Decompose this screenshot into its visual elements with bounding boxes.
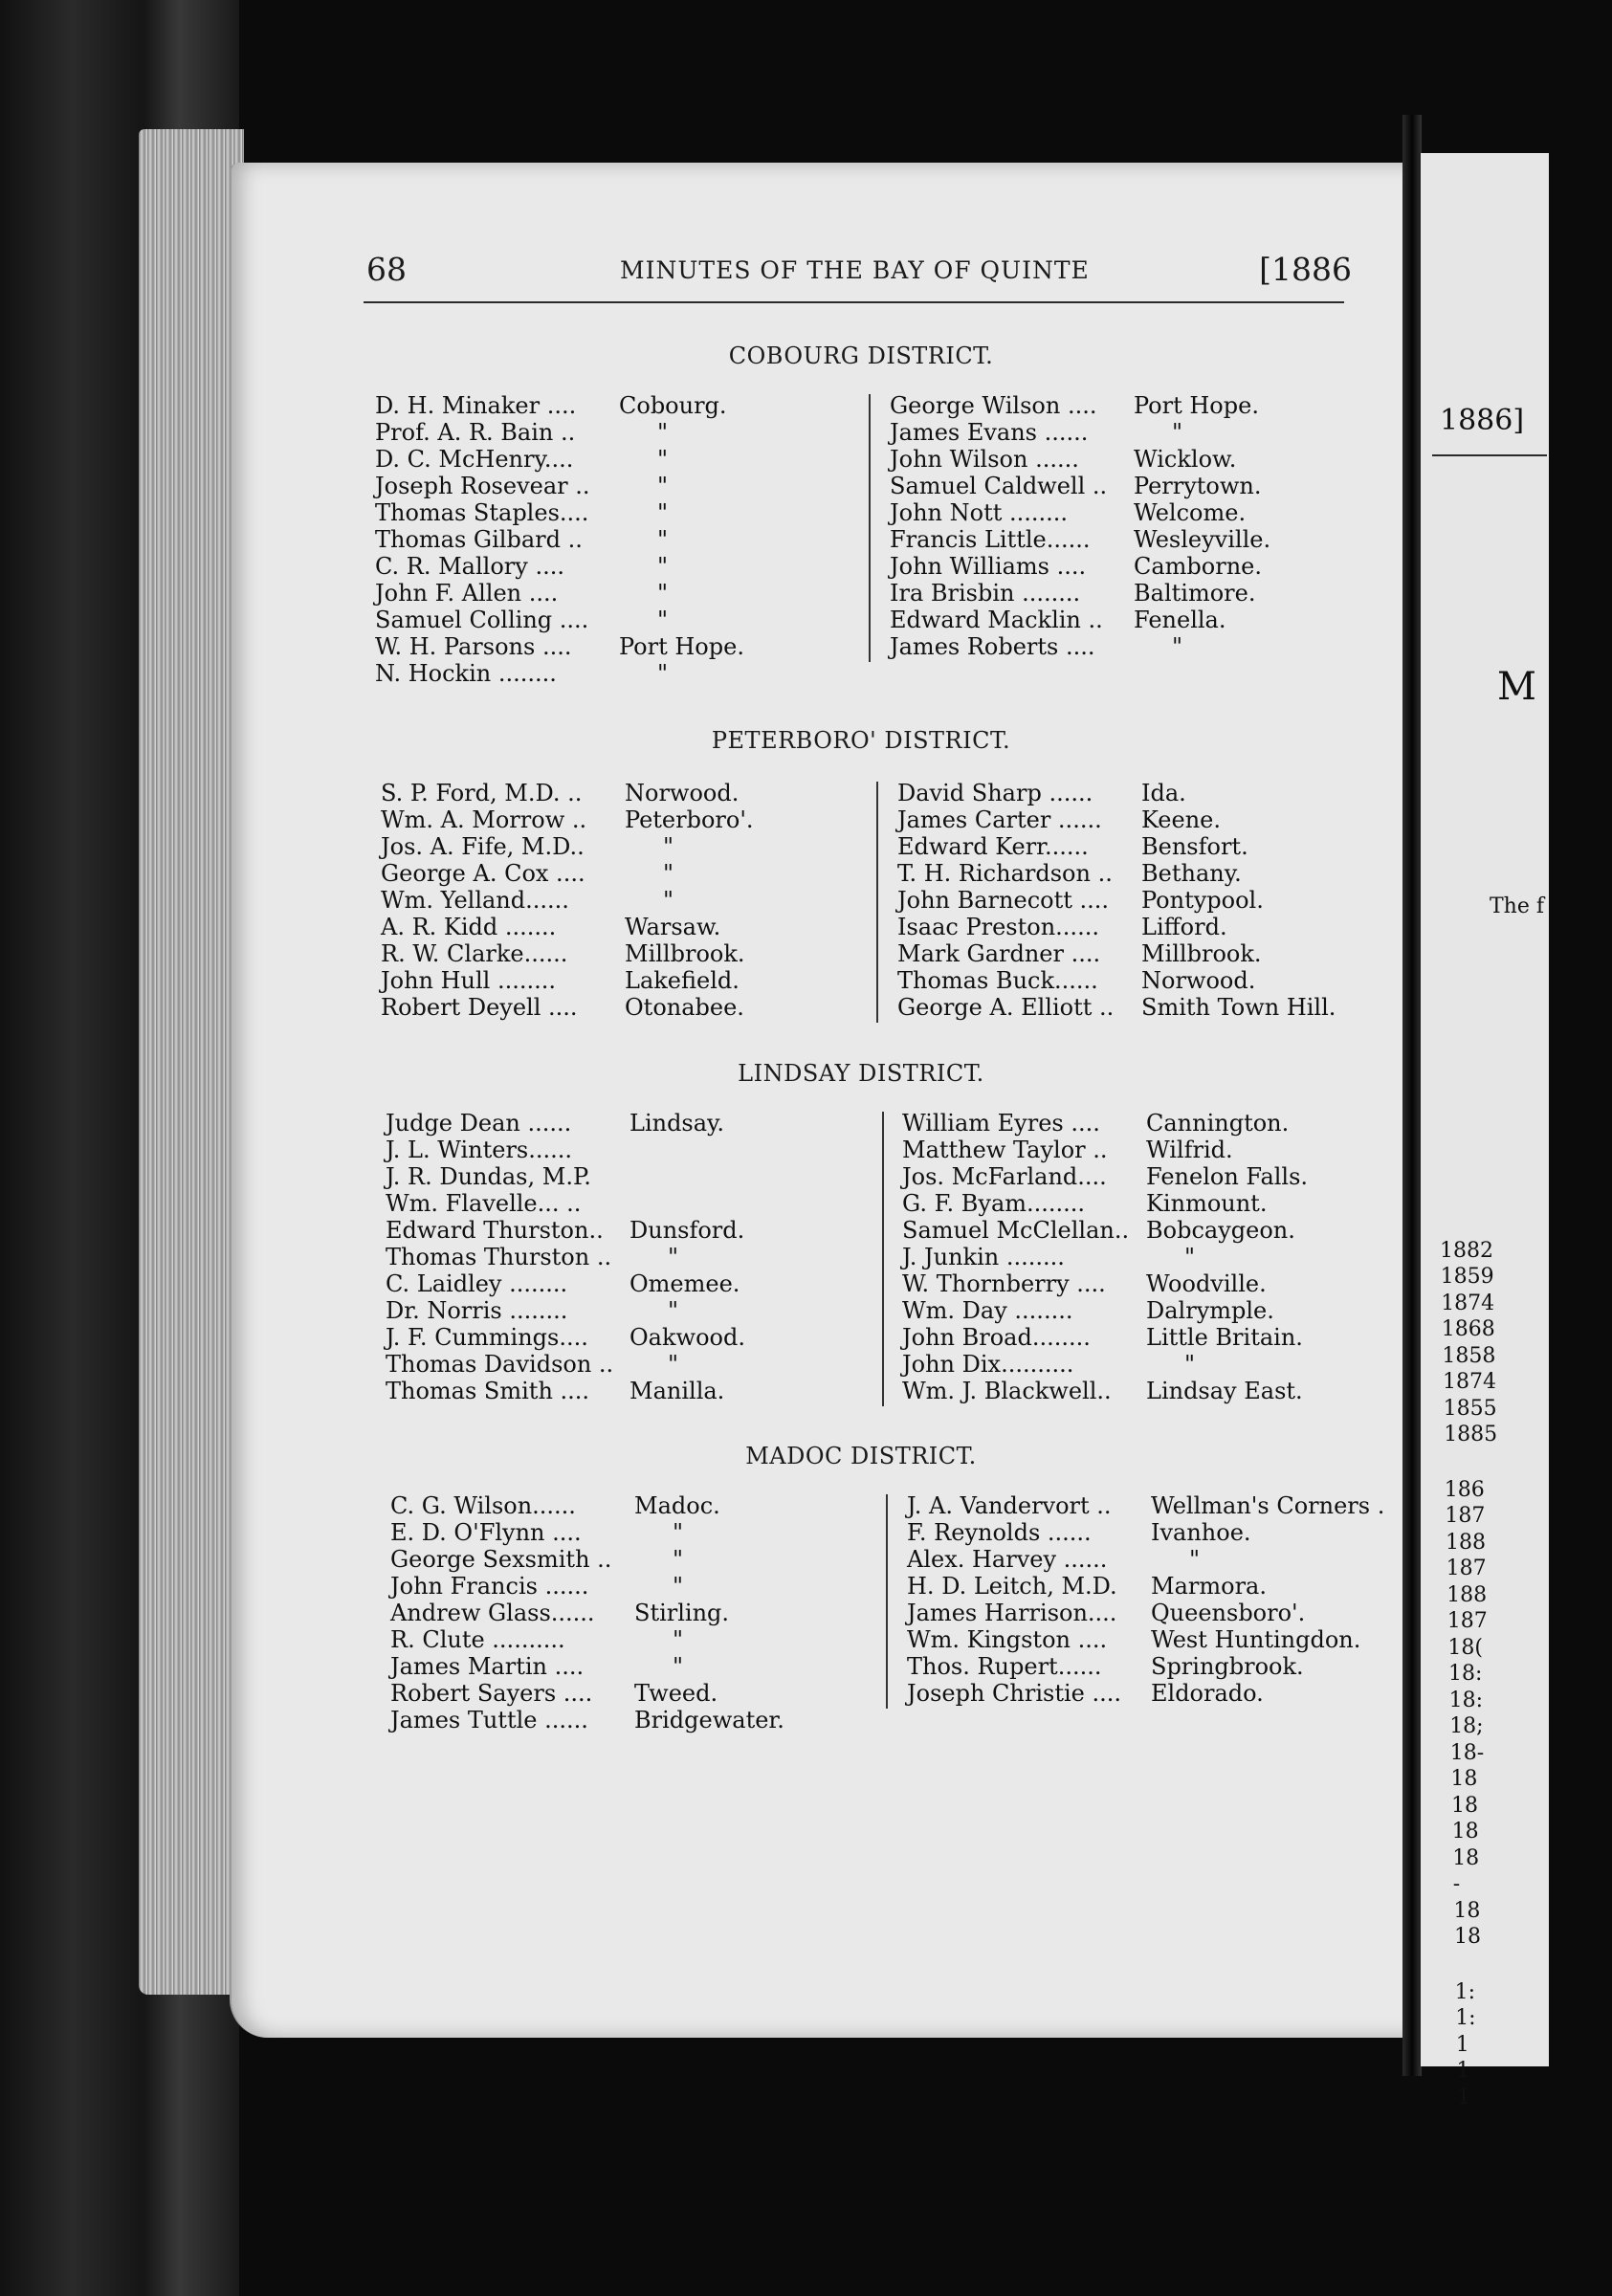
list-item bbox=[386, 1244, 921, 1270]
member-name: J. L. Winters...... bbox=[386, 1137, 572, 1163]
member-name: Thomas Smith .... bbox=[386, 1378, 590, 1404]
list-item bbox=[390, 1707, 926, 1733]
facing-page-year-entry: 18( bbox=[1447, 1636, 1483, 1660]
list-item bbox=[375, 446, 911, 473]
member-place: Stirling. bbox=[634, 1600, 730, 1626]
member-place: Port Hope. bbox=[619, 633, 744, 660]
member-place: " bbox=[663, 860, 674, 887]
list-item bbox=[381, 967, 916, 994]
member-place: Smith Town Hill. bbox=[1141, 994, 1336, 1021]
member-place: Wesleyville. bbox=[1134, 526, 1271, 553]
list-item bbox=[907, 1492, 1443, 1519]
member-name: Thomas Buck...... bbox=[897, 967, 1098, 994]
member-name: J. Junkin ........ bbox=[902, 1244, 1065, 1270]
list-item bbox=[902, 1137, 1438, 1163]
list-item bbox=[386, 1163, 921, 1190]
member-place: " bbox=[1189, 1546, 1201, 1573]
member-place: Cannington. bbox=[1146, 1110, 1290, 1137]
facing-page-year-entry: 18 bbox=[1451, 1794, 1478, 1818]
member-place: " bbox=[673, 1626, 684, 1653]
member-name: Edward Macklin .. bbox=[890, 607, 1103, 633]
member-place: Millbrook. bbox=[625, 940, 745, 967]
column-divider bbox=[886, 1494, 888, 1709]
member-place: West Huntingdon. bbox=[1151, 1626, 1361, 1653]
list-item bbox=[390, 1546, 926, 1573]
column-divider bbox=[882, 1112, 884, 1406]
list-item bbox=[375, 419, 911, 446]
member-place: Cobourg. bbox=[619, 392, 727, 419]
list-item bbox=[375, 580, 911, 607]
member-place: Queensboro'. bbox=[1151, 1600, 1306, 1626]
facing-page-year-entry: 1859 bbox=[1440, 1265, 1494, 1289]
member-place: Welcome. bbox=[1134, 499, 1247, 526]
list-item bbox=[897, 860, 1433, 887]
member-place: Lifford. bbox=[1141, 914, 1227, 940]
left-column bbox=[390, 1492, 926, 1733]
member-place: Manilla. bbox=[629, 1378, 725, 1404]
member-place: Ida. bbox=[1141, 780, 1186, 806]
member-name: Thomas Thurston .. bbox=[386, 1244, 612, 1270]
member-place: Fenelon Falls. bbox=[1146, 1163, 1309, 1190]
member-place: Wilfrid. bbox=[1146, 1137, 1233, 1163]
member-name: Joseph Rosevear .. bbox=[375, 473, 590, 499]
list-item bbox=[386, 1217, 921, 1244]
list-item bbox=[907, 1546, 1443, 1573]
list-item bbox=[386, 1324, 921, 1351]
member-name: A. R. Kidd ....... bbox=[381, 914, 557, 940]
member-name: C. R. Mallory .... bbox=[375, 553, 564, 580]
list-item bbox=[386, 1297, 921, 1324]
list-item bbox=[902, 1270, 1438, 1297]
list-item bbox=[902, 1163, 1438, 1190]
member-name: F. Reynolds ...... bbox=[907, 1519, 1092, 1546]
member-place: " bbox=[657, 526, 669, 553]
member-name: J. R. Dundas, M.P. bbox=[386, 1163, 591, 1190]
member-place: " bbox=[1172, 633, 1183, 660]
member-name: Joseph Christie .... bbox=[907, 1680, 1121, 1707]
section-title: MADOC DISTRICT. bbox=[745, 1443, 977, 1469]
page-header bbox=[366, 251, 1352, 298]
facing-page-year-entry: 187 bbox=[1446, 1556, 1487, 1580]
list-item bbox=[907, 1626, 1443, 1653]
page-year: [1886 bbox=[1259, 251, 1352, 288]
list-item bbox=[375, 607, 911, 633]
page-edges bbox=[139, 129, 244, 1995]
member-name: Thomas Gilbard .. bbox=[375, 526, 583, 553]
right-column bbox=[897, 780, 1433, 1021]
member-name: John Barnecott .... bbox=[897, 887, 1110, 914]
member-place: Fenella. bbox=[1134, 607, 1226, 633]
member-name: Wm. Kingston .... bbox=[907, 1626, 1108, 1653]
member-name: John Dix.......... bbox=[902, 1351, 1074, 1378]
member-name: Wm. Flavelle... .. bbox=[386, 1190, 582, 1217]
member-name: William Eyres .... bbox=[902, 1110, 1100, 1137]
facing-page-year-entry: 1: bbox=[1454, 1980, 1476, 2004]
member-place: Norwood. bbox=[625, 780, 740, 806]
member-place: Omemee. bbox=[629, 1270, 740, 1297]
member-name: James Roberts .... bbox=[890, 633, 1095, 660]
member-name: C. Laidley ........ bbox=[386, 1270, 568, 1297]
list-item bbox=[902, 1110, 1438, 1137]
facing-page-year-entry: 1868 bbox=[1441, 1317, 1495, 1341]
member-name: H. D. Leitch, M.D. bbox=[907, 1573, 1117, 1600]
member-place: Wellman's Corners . bbox=[1151, 1492, 1385, 1519]
facing-page-year-entry: 1 bbox=[1457, 2086, 1470, 2109]
member-name: Thos. Rupert...... bbox=[907, 1653, 1102, 1680]
member-place: " bbox=[1184, 1244, 1196, 1270]
list-item bbox=[375, 633, 911, 660]
member-name: Francis Little...... bbox=[890, 526, 1091, 553]
list-item bbox=[386, 1110, 921, 1137]
list-item bbox=[897, 887, 1433, 914]
list-item bbox=[386, 1190, 921, 1217]
member-name: G. F. Byam........ bbox=[902, 1190, 1086, 1217]
member-name: Wm. Yelland...... bbox=[381, 887, 569, 914]
member-name: D. C. McHenry.... bbox=[375, 446, 574, 473]
member-place: Peterboro'. bbox=[625, 806, 754, 833]
facing-page-year-entry: 1882 bbox=[1440, 1239, 1493, 1263]
list-item bbox=[390, 1519, 926, 1546]
list-item bbox=[375, 660, 911, 687]
facing-page-year-entry: 1885 bbox=[1444, 1423, 1498, 1446]
list-item bbox=[907, 1600, 1443, 1626]
member-name: W. Thornberry .... bbox=[902, 1270, 1106, 1297]
list-item bbox=[897, 967, 1433, 994]
list-item bbox=[390, 1600, 926, 1626]
member-place: Oakwood. bbox=[629, 1324, 745, 1351]
facing-page-fragment: The f bbox=[1490, 894, 1544, 918]
member-place: Bensfort. bbox=[1141, 833, 1248, 860]
member-place: " bbox=[657, 607, 669, 633]
member-place: Eldorado. bbox=[1151, 1680, 1264, 1707]
member-place: Keene. bbox=[1141, 806, 1221, 833]
member-place: " bbox=[673, 1653, 684, 1680]
facing-page-year-entry: 187 bbox=[1446, 1609, 1488, 1633]
member-name: Wm. A. Morrow .. bbox=[381, 806, 587, 833]
list-item bbox=[386, 1270, 921, 1297]
list-item bbox=[902, 1297, 1438, 1324]
member-name: Edward Thurston.. bbox=[386, 1217, 604, 1244]
list-item bbox=[386, 1351, 921, 1378]
list-item bbox=[890, 580, 1425, 607]
member-place: Lindsay. bbox=[629, 1110, 725, 1137]
member-place: " bbox=[657, 660, 669, 687]
member-place: Ivanhoe. bbox=[1151, 1519, 1251, 1546]
member-name: James Tuttle ...... bbox=[390, 1707, 588, 1733]
member-place: Tweed. bbox=[634, 1680, 718, 1707]
left-column bbox=[375, 392, 911, 687]
member-name: George A. Cox .... bbox=[381, 860, 585, 887]
member-place: Dalrymple. bbox=[1146, 1297, 1274, 1324]
member-place: " bbox=[1172, 419, 1183, 446]
facing-page-year-entry: 186 bbox=[1444, 1478, 1485, 1502]
member-name: Edward Kerr...... bbox=[897, 833, 1089, 860]
list-item bbox=[381, 914, 916, 940]
facing-page-year-entry: 188 bbox=[1446, 1583, 1488, 1607]
facing-page-year-entry: 18 bbox=[1451, 1820, 1479, 1843]
facing-page-year-entry: 18 bbox=[1450, 1767, 1478, 1791]
member-name: C. G. Wilson...... bbox=[390, 1492, 576, 1519]
member-name: Jos. McFarland.... bbox=[902, 1163, 1107, 1190]
member-place: " bbox=[657, 499, 669, 526]
facing-page-year-entry: 1 bbox=[1456, 2059, 1470, 2083]
member-name: S. P. Ford, M.D. .. bbox=[381, 780, 583, 806]
member-place: Madoc. bbox=[634, 1492, 720, 1519]
facing-page-year-entry: 18 bbox=[1452, 1846, 1480, 1870]
member-place: Baltimore. bbox=[1134, 580, 1256, 607]
right-column bbox=[890, 392, 1425, 660]
facing-page-year-entry: 187 bbox=[1445, 1504, 1486, 1528]
facing-page-year-entry: 18- bbox=[1449, 1741, 1485, 1765]
member-place: Springbrook. bbox=[1151, 1653, 1304, 1680]
member-name: James Martin .... bbox=[390, 1653, 585, 1680]
left-column bbox=[381, 780, 916, 1021]
section-title: LINDSAY DISTRICT. bbox=[738, 1060, 984, 1087]
page-number: 68 bbox=[366, 251, 407, 288]
member-name: Mark Gardner .... bbox=[897, 940, 1101, 967]
member-place: Kinmount. bbox=[1146, 1190, 1268, 1217]
list-item bbox=[890, 607, 1425, 633]
member-name: Samuel Caldwell .. bbox=[890, 473, 1108, 499]
member-name: Jos. A. Fife, M.D.. bbox=[381, 833, 585, 860]
list-item bbox=[902, 1190, 1438, 1217]
list-item bbox=[897, 833, 1433, 860]
list-item bbox=[902, 1378, 1438, 1404]
member-name: N. Hockin ........ bbox=[375, 660, 557, 687]
member-name: George Sexsmith .. bbox=[390, 1546, 612, 1573]
member-name: Prof. A. R. Bain .. bbox=[375, 419, 576, 446]
facing-page-year-entry: 18 bbox=[1453, 1899, 1481, 1923]
list-item bbox=[890, 446, 1425, 473]
member-name: John F. Allen .... bbox=[375, 580, 559, 607]
list-item bbox=[386, 1137, 921, 1163]
list-item bbox=[890, 392, 1425, 419]
member-name: John Hull ........ bbox=[381, 967, 557, 994]
list-item bbox=[902, 1217, 1438, 1244]
facing-page-year-entry: 18: bbox=[1448, 1662, 1483, 1686]
list-item bbox=[381, 806, 916, 833]
list-item bbox=[386, 1378, 921, 1404]
list-item bbox=[381, 887, 916, 914]
list-item bbox=[890, 633, 1425, 660]
facing-page-year-entry: 1 bbox=[1455, 2033, 1469, 2057]
list-item bbox=[390, 1626, 926, 1653]
right-column bbox=[902, 1110, 1438, 1404]
list-item bbox=[381, 940, 916, 967]
facing-page-year-entry: 1855 bbox=[1443, 1397, 1497, 1421]
left-column bbox=[386, 1110, 921, 1404]
list-item bbox=[890, 553, 1425, 580]
member-name: George A. Elliott .. bbox=[897, 994, 1115, 1021]
list-item bbox=[907, 1573, 1443, 1600]
member-name: Thomas Staples.... bbox=[375, 499, 589, 526]
facing-page-rule bbox=[1432, 454, 1547, 456]
column-divider bbox=[869, 394, 871, 662]
member-place: Bobcaygeon. bbox=[1146, 1217, 1295, 1244]
right-column bbox=[907, 1492, 1443, 1707]
list-item bbox=[907, 1519, 1443, 1546]
member-place: Dunsford. bbox=[629, 1217, 745, 1244]
list-item bbox=[902, 1324, 1438, 1351]
list-item bbox=[390, 1653, 926, 1680]
member-name: Isaac Preston...... bbox=[897, 914, 1099, 940]
list-item bbox=[890, 526, 1425, 553]
list-item bbox=[902, 1351, 1438, 1378]
member-name: Wm. Day ........ bbox=[902, 1297, 1073, 1324]
section-title: PETERBORO' DISTRICT. bbox=[711, 727, 1011, 754]
member-place: Little Britain. bbox=[1146, 1324, 1303, 1351]
member-name: T. H. Richardson .. bbox=[897, 860, 1113, 887]
member-place: " bbox=[657, 446, 669, 473]
member-name: Robert Deyell .... bbox=[381, 994, 578, 1021]
member-name: James Carter ...... bbox=[897, 806, 1102, 833]
member-place: " bbox=[663, 887, 674, 914]
facing-page-year-entry: 1: bbox=[1455, 2006, 1476, 2030]
list-item bbox=[381, 994, 916, 1021]
member-place: Warsaw. bbox=[625, 914, 721, 940]
list-item bbox=[890, 499, 1425, 526]
list-item bbox=[897, 780, 1433, 806]
member-place: " bbox=[668, 1244, 679, 1270]
member-name: Robert Sayers .... bbox=[390, 1680, 593, 1707]
facing-page-year: 1886] bbox=[1440, 404, 1525, 437]
facing-page-year-entry: 1874 bbox=[1443, 1370, 1496, 1394]
member-place: Wicklow. bbox=[1134, 446, 1237, 473]
member-place: Lakefield. bbox=[625, 967, 740, 994]
list-item bbox=[890, 473, 1425, 499]
member-place: Norwood. bbox=[1141, 967, 1256, 994]
facing-page-year-entry: 1858 bbox=[1442, 1344, 1496, 1368]
list-item bbox=[381, 860, 916, 887]
member-name: Matthew Taylor .. bbox=[902, 1137, 1108, 1163]
member-place: Lindsay East. bbox=[1146, 1378, 1303, 1404]
member-name: John Francis ...... bbox=[390, 1573, 589, 1600]
list-item bbox=[897, 940, 1433, 967]
member-place: " bbox=[657, 580, 669, 607]
member-name: John Broad........ bbox=[902, 1324, 1091, 1351]
section-title: COBOURG DISTRICT. bbox=[728, 342, 994, 369]
list-item bbox=[381, 833, 916, 860]
list-item bbox=[375, 553, 911, 580]
member-place: " bbox=[657, 419, 669, 446]
list-item bbox=[897, 914, 1433, 940]
facing-page-year-entry: - bbox=[1452, 1872, 1461, 1896]
member-place: " bbox=[668, 1297, 679, 1324]
member-name: R. W. Clarke...... bbox=[381, 940, 568, 967]
member-place: " bbox=[673, 1519, 684, 1546]
member-place: " bbox=[673, 1573, 684, 1600]
list-item bbox=[375, 473, 911, 499]
list-item bbox=[907, 1680, 1443, 1707]
member-name: W. H. Parsons .... bbox=[375, 633, 572, 660]
member-name: Andrew Glass...... bbox=[390, 1600, 595, 1626]
member-name: Dr. Norris ........ bbox=[386, 1297, 568, 1324]
list-item bbox=[375, 499, 911, 526]
facing-page-year-entry: 1874 bbox=[1441, 1292, 1495, 1315]
facing-page-year-entry: 18 bbox=[1454, 1925, 1481, 1949]
member-place: Port Hope. bbox=[1134, 392, 1259, 419]
list-item bbox=[390, 1492, 926, 1519]
member-name: Wm. J. Blackwell.. bbox=[902, 1378, 1112, 1404]
member-place: Millbrook. bbox=[1141, 940, 1262, 967]
member-place: " bbox=[673, 1546, 684, 1573]
member-place: " bbox=[657, 553, 669, 580]
list-item bbox=[381, 780, 916, 806]
list-item bbox=[897, 806, 1433, 833]
member-name: Samuel Colling .... bbox=[375, 607, 589, 633]
member-name: John Wilson ...... bbox=[890, 446, 1079, 473]
facing-page-year-entry: 188 bbox=[1446, 1531, 1486, 1555]
member-name: J. F. Cummings.... bbox=[386, 1324, 588, 1351]
member-name: James Evans ...... bbox=[890, 419, 1089, 446]
member-place: Otonabee. bbox=[625, 994, 744, 1021]
member-name: John Williams .... bbox=[890, 553, 1087, 580]
header-rule bbox=[364, 301, 1344, 303]
member-name: Judge Dean ...... bbox=[386, 1110, 572, 1137]
page-title: MINUTES OF THE BAY OF QUINTE bbox=[620, 256, 1090, 284]
member-place: Pontypool. bbox=[1141, 887, 1264, 914]
member-name: John Nott ........ bbox=[890, 499, 1069, 526]
list-item bbox=[890, 419, 1425, 446]
column-divider bbox=[876, 782, 878, 1023]
member-name: E. D. O'Flynn .... bbox=[390, 1519, 582, 1546]
member-name: R. Clute .......... bbox=[390, 1626, 565, 1653]
member-place: Marmora. bbox=[1151, 1573, 1267, 1600]
list-item bbox=[907, 1653, 1443, 1680]
list-item bbox=[390, 1573, 926, 1600]
member-name: George Wilson .... bbox=[890, 392, 1097, 419]
member-place: " bbox=[663, 833, 674, 860]
member-place: Perrytown. bbox=[1134, 473, 1262, 499]
member-name: D. H. Minaker .... bbox=[375, 392, 577, 419]
list-item bbox=[375, 392, 911, 419]
member-place: " bbox=[1184, 1351, 1196, 1378]
list-item bbox=[390, 1680, 926, 1707]
member-place: " bbox=[668, 1351, 679, 1378]
list-item bbox=[902, 1244, 1438, 1270]
member-place: Woodville. bbox=[1146, 1270, 1267, 1297]
member-name: J. A. Vandervort .. bbox=[907, 1492, 1112, 1519]
member-place: Camborne. bbox=[1134, 553, 1263, 580]
member-place: Bridgewater. bbox=[634, 1707, 784, 1733]
member-name: Alex. Harvey ...... bbox=[907, 1546, 1108, 1573]
member-name: Thomas Davidson .. bbox=[386, 1351, 614, 1378]
member-name: Ira Brisbin ........ bbox=[890, 580, 1081, 607]
facing-page-year-entry: 18: bbox=[1448, 1689, 1483, 1712]
list-item bbox=[375, 526, 911, 553]
list-item bbox=[897, 994, 1433, 1021]
member-name: James Harrison.... bbox=[907, 1600, 1117, 1626]
member-name: Samuel McClellan.. bbox=[902, 1217, 1130, 1244]
member-place: " bbox=[657, 473, 669, 499]
facing-page-year-entry: 18; bbox=[1449, 1714, 1484, 1738]
facing-page-letter: M bbox=[1497, 665, 1536, 709]
member-name: David Sharp ...... bbox=[897, 780, 1093, 806]
member-place: Bethany. bbox=[1141, 860, 1242, 887]
